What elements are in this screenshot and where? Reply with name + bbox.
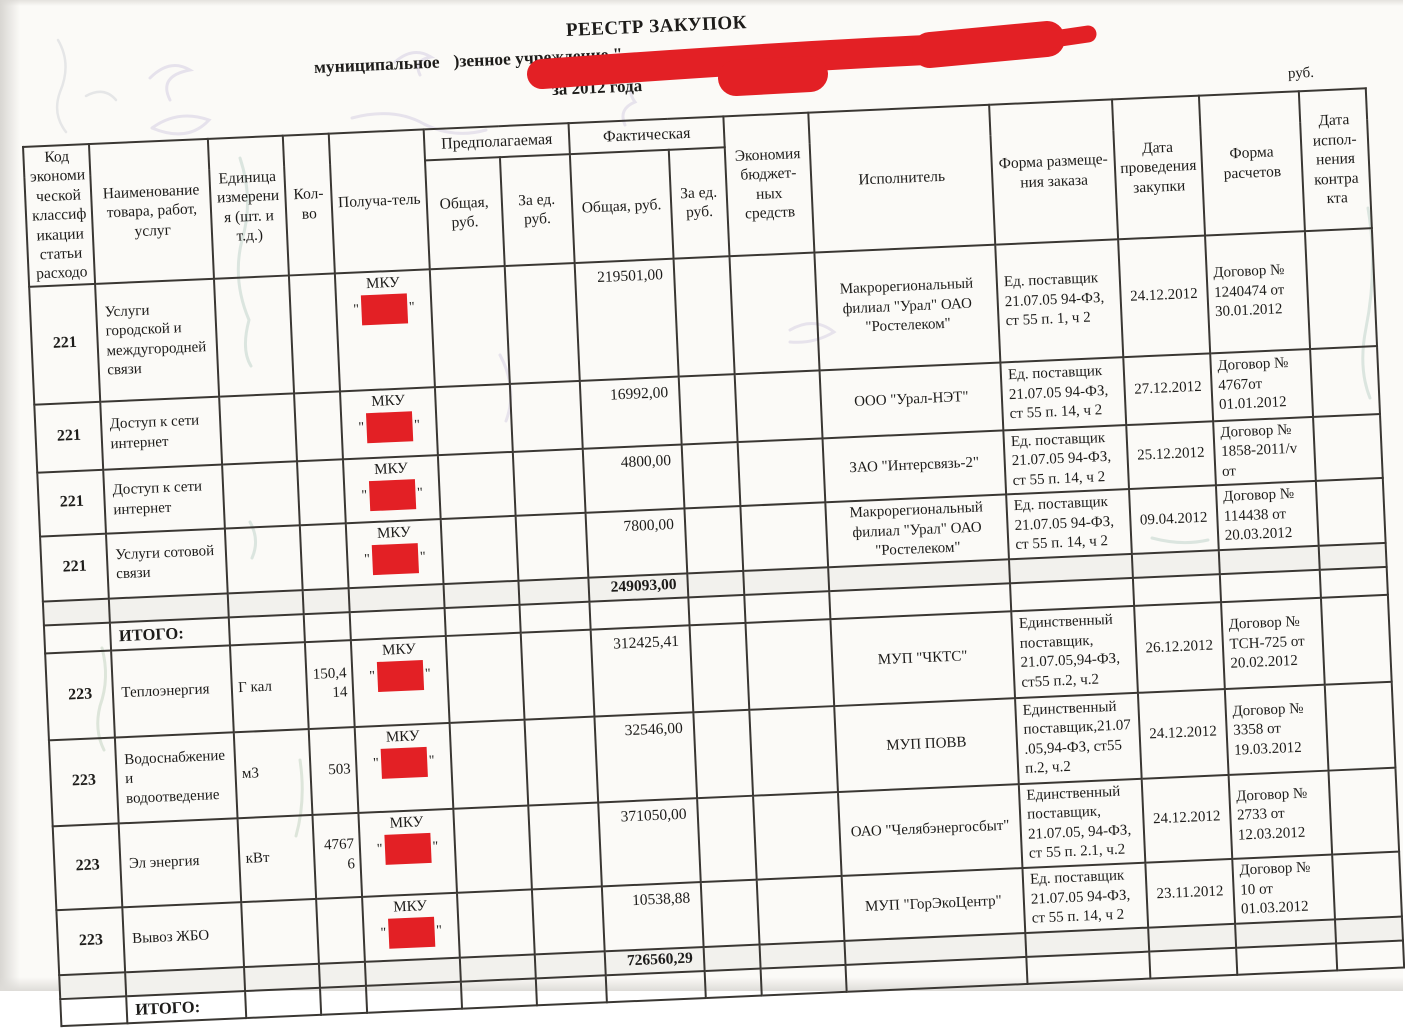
col-header-plan-total: Общая, руб.	[425, 157, 504, 268]
subtitle-left: муниципальное	[313, 51, 440, 77]
receiver-org-type: МКУ	[376, 524, 412, 543]
quote-mark: "	[419, 550, 426, 566]
cell-plan-unit	[524, 716, 598, 805]
cell-fact-unit	[693, 710, 753, 798]
cell-economy	[735, 370, 823, 442]
register-table-body	[29, 228, 1404, 1027]
cell-unit	[228, 590, 304, 617]
cell-plan-total	[461, 978, 537, 1009]
cell-unit	[244, 964, 320, 991]
col-header-order-form: Форма размеще-ния заказа	[989, 99, 1118, 244]
cell-contract-date	[1333, 851, 1402, 919]
cell-name: Услуги сотовой связи	[106, 529, 228, 599]
cell-qty	[297, 459, 346, 525]
cell-contract-date	[1316, 478, 1385, 545]
cell-name: Доступ к сети интернет	[104, 464, 226, 534]
cell-economy	[743, 567, 829, 595]
cell-payment-form: Договор № 2733 от 12.03.2012	[1228, 770, 1332, 858]
cell-plan-unit	[534, 951, 606, 978]
redaction-box	[380, 747, 427, 779]
cell-fact-unit	[700, 879, 759, 946]
quote-mark: "	[435, 923, 443, 939]
cell-qty	[316, 897, 365, 964]
cell-fact-total: 219501,00	[575, 258, 679, 380]
cell-contract-date	[1329, 767, 1399, 854]
cell-executor: ОАО "Челябэнергосбыт"	[838, 784, 1023, 876]
cell-name: Доступ к сети интернет	[101, 396, 223, 469]
redaction-box	[366, 411, 413, 443]
cell-payment-form	[1236, 943, 1338, 975]
cell-fact-unit	[681, 442, 740, 509]
col-header-economy: Экономия бюджет-ных средств	[724, 113, 815, 256]
cell-fact-total: 7800,00	[586, 509, 687, 578]
cell-code	[44, 622, 112, 653]
cell-payment-form	[1219, 570, 1321, 602]
cell-purchase-date: 24.12.2012	[1142, 775, 1232, 863]
quote-mark: "	[380, 925, 387, 942]
col-header-contract-date: Дата испол-нения контра кта	[1299, 88, 1372, 230]
cell-contract-date	[1319, 543, 1387, 570]
cell-fact-unit	[687, 571, 744, 598]
cell-payment-form: Договор № 3358 от 19.03.2012	[1224, 684, 1328, 774]
col-header-fact-unit: За ед. руб.	[669, 148, 730, 259]
cell-qty	[294, 391, 343, 461]
cell-plan-unit	[512, 448, 585, 516]
cell-plan-total	[438, 452, 515, 520]
cell-order-form: Единственный поставщик, 21.07.05,94-ФЗ, ст55 п.2, ч.2	[1011, 606, 1138, 698]
cell-code: 223	[56, 907, 125, 975]
cell-fact-total: 249093,00	[588, 573, 688, 601]
quote-mark: "	[361, 488, 368, 504]
cell-name: Вывоз ЖБО	[123, 902, 245, 972]
group-header-actual: Фактическая	[569, 116, 725, 154]
cell-code: 223	[53, 823, 123, 910]
cell-purchase-date: 24.12.2012	[1118, 235, 1210, 357]
cell-payment-form: Договор № 10 от 01.03.2012	[1232, 854, 1335, 923]
quote-mark: "	[363, 552, 371, 568]
receiver-org-type: МКУ	[392, 897, 428, 916]
redaction-box	[371, 544, 418, 576]
cell-plan-unit	[520, 629, 594, 719]
cell-purchase-date: 24.12.2012	[1138, 689, 1228, 779]
cell-executor: Макрорегиональный филиал "Урал" ОАО "Ростелеком"	[825, 495, 1009, 567]
quote-mark: "	[413, 417, 421, 433]
cell-plan-total	[443, 580, 519, 607]
cell-contract-date	[1320, 567, 1388, 598]
cell-name: ИТОГО:	[110, 617, 230, 650]
col-header-purchase-date: Дата проведения закупки	[1112, 96, 1205, 239]
col-header-fact-total: Общая, руб.	[570, 150, 673, 263]
cell-unit: кВт	[238, 815, 316, 902]
cell-name: Эл энергия	[119, 818, 241, 907]
cell-payment-form: Договор № 4767от 01.01.2012	[1210, 349, 1314, 421]
cell-executor: МУП "ГорЭкоЦентр"	[841, 868, 1025, 941]
cell-code: 221	[37, 469, 106, 536]
cell-plan-total	[441, 516, 518, 584]
cell-economy	[746, 619, 834, 710]
cell-fact-total: 32546,00	[594, 712, 696, 802]
redaction-box	[376, 660, 423, 692]
cell-receiver	[362, 893, 459, 962]
col-header-unit: Единица измерения (шт. и т.д.)	[208, 136, 289, 279]
cell-order-form: Ед. поставщик 21.07.05 94-ФЗ, ст 55 п. 14, ч 2	[1000, 357, 1126, 430]
cell-code	[60, 996, 128, 1026]
group-header-planned: Предполагаемая	[424, 123, 570, 161]
cell-plan-unit	[528, 802, 602, 889]
receiver-org	[365, 813, 450, 866]
cell-contract-date	[1313, 414, 1382, 481]
cell-payment-form: Договор № ТСН-725 от 20.02.2012	[1221, 598, 1325, 689]
quote-mark: "	[408, 299, 416, 316]
subtitle-right: )зенное учреждение "	[453, 43, 623, 71]
cell-code: 221	[40, 534, 109, 601]
cell-code: 221	[29, 284, 101, 405]
cell-unit: Г кал	[230, 642, 308, 732]
cell-plan-total	[435, 384, 512, 455]
cell-receiver	[335, 269, 435, 391]
quote-mark: "	[424, 666, 432, 682]
cell-receiver	[346, 519, 443, 588]
receiver-org-type: МКУ	[370, 392, 406, 410]
cell-unit	[225, 525, 302, 593]
cell-economy	[749, 706, 837, 796]
cell-economy	[741, 502, 828, 570]
redaction-box	[388, 917, 435, 949]
cell-receiver	[359, 809, 457, 897]
cell-fact-unit	[673, 256, 734, 376]
col-header-executor: Исполнитель	[808, 105, 995, 252]
cell-receiver	[355, 723, 453, 813]
cell-purchase-date: 23.11.2012	[1145, 859, 1234, 928]
cell-plan-unit	[535, 975, 607, 1005]
document-title: РЕЕСТР ЗАКУПОК	[565, 12, 748, 41]
cell-economy	[730, 252, 820, 374]
cell-unit	[229, 614, 305, 645]
receiver-org	[357, 640, 442, 693]
cell-unit	[219, 393, 296, 464]
quote-mark: "	[416, 485, 424, 501]
cell-fact-total: 371050,00	[598, 798, 700, 886]
cell-receiver	[366, 982, 462, 1014]
cell-payment-form: Договор № 1240474 от 30.01.2012	[1205, 231, 1311, 353]
receiver-org-type: МКУ	[385, 727, 420, 746]
cell-plan-total	[446, 632, 524, 722]
receiver-org-type: МКУ	[389, 813, 424, 832]
cell-plan-unit	[509, 381, 582, 452]
cell-payment-form: Договор № 1858-2011/v от	[1213, 417, 1316, 486]
cell-purchase-date: 27.12.2012	[1123, 353, 1213, 425]
cell-fact-unit	[689, 623, 749, 712]
cell-fact-unit	[704, 968, 762, 998]
cell-qty: 47676	[312, 813, 362, 899]
redaction-box	[384, 833, 431, 865]
cell-plan-total	[444, 605, 520, 636]
cell-order-form: Ед. поставщик 21.07.05 94-ФЗ, ст 55 п. 14, ч 2	[1006, 489, 1132, 559]
register-table	[22, 87, 1405, 1027]
cell-qty	[304, 612, 352, 642]
quote-mark: "	[369, 669, 376, 685]
cell-qty	[300, 523, 349, 589]
receiver-org	[346, 391, 431, 444]
cell-fact-total	[606, 971, 706, 1003]
cell-qty	[319, 962, 366, 988]
cell-plan-total	[457, 889, 534, 957]
cell-receiver	[351, 636, 449, 727]
cell-unit	[214, 275, 294, 396]
cell-code	[43, 598, 110, 625]
col-header-receiver: Получа-тель	[329, 129, 430, 273]
cell-contract-date	[1325, 682, 1395, 771]
document-period: за 2012 года	[551, 76, 643, 99]
cell-plan-total	[430, 266, 510, 387]
quote-mark: "	[432, 839, 439, 855]
receiver-org-type: МКУ	[381, 641, 417, 659]
cell-name: Теплоэнергия	[112, 645, 235, 737]
cell-contract-date	[1321, 595, 1391, 685]
register-table-wrap	[22, 87, 1405, 1027]
cell-fact-total: 16992,00	[580, 376, 682, 448]
scan-edge-top	[0, 0, 1403, 6]
cell-executor: Макрорегиональный филиал "Урал" ОАО "Ростелеком"	[814, 244, 1000, 370]
cell-qty	[303, 588, 350, 614]
cell-purchase-date: 25.12.2012	[1126, 421, 1215, 489]
cell-qty: 150,414	[305, 640, 355, 729]
cell-purchase-date	[1149, 948, 1237, 979]
cell-unit	[242, 899, 319, 967]
col-header-qty: Кол-во	[283, 134, 335, 276]
receiver-org	[341, 273, 426, 326]
col-header-code: Код экономической классификации статьи расходо	[23, 144, 96, 286]
cell-fact-unit	[684, 506, 743, 573]
col-header-plan-unit: За ед. руб.	[499, 154, 574, 265]
cell-purchase-date: 09.04.2012	[1129, 485, 1218, 553]
cell-order-form	[1026, 952, 1150, 985]
cell-economy	[757, 876, 844, 945]
cell-plan-unit	[531, 886, 604, 954]
cell-code	[59, 972, 126, 999]
cell-unit	[222, 461, 299, 529]
cell-qty	[289, 273, 340, 393]
cell-order-form: Единственный поставщик, 21.07.05, 94-ФЗ, ст 55 п. 2.1, ч.2	[1019, 779, 1145, 868]
cell-fact-unit	[697, 795, 757, 881]
cell-name: ИТОГО:	[127, 991, 247, 1024]
cell-economy	[760, 941, 846, 969]
cell-unit	[245, 988, 321, 1019]
currency-label: руб.	[1287, 64, 1315, 82]
col-header-payment-form: Форма расчетов	[1199, 91, 1306, 235]
cell-plan-total	[453, 805, 531, 892]
cell-fact-unit	[678, 374, 737, 444]
cell-name: Услуги городской и междугородней связи	[96, 278, 220, 401]
cell-contract-date	[1336, 940, 1404, 970]
col-header-name: Наименование товара, работ, услуг	[89, 139, 214, 284]
cell-economy	[753, 792, 841, 880]
receiver-org	[352, 523, 437, 576]
cell-purchase-date: 26.12.2012	[1134, 602, 1224, 693]
cell-executor: ЗАО "Интерсвязь-2"	[822, 430, 1006, 502]
cell-fact-total: 4800,00	[583, 444, 684, 513]
cell-order-form: Ед. поставщик 21.07.05 94-ФЗ, ст 55 п. 14, ч 2	[1023, 862, 1149, 932]
cell-receiver	[340, 387, 438, 459]
cell-payment-form: Договор № 114438 от 20.03.2012	[1216, 481, 1319, 550]
cell-name: Водоснабжение и водоотведение	[115, 732, 238, 823]
cell-order-form: Ед. поставщик 21.07.05 94-ФЗ, ст 55 п. 14, ч 2	[1003, 425, 1129, 495]
redaction-box	[369, 479, 416, 511]
quote-mark: "	[353, 302, 360, 318]
cell-code: 223	[49, 737, 119, 826]
cell-plan-unit	[519, 601, 591, 632]
cell-executor: МУП ПОВВ	[834, 698, 1019, 792]
receiver-org-type: МКУ	[373, 460, 409, 478]
cell-code: 221	[34, 401, 103, 472]
cell-fact-total: 10538,88	[602, 882, 703, 951]
receiver-org	[368, 897, 453, 950]
cell-order-form: Ед. поставщик 21.07.05 94-ФЗ, ст 55 п. 1, ч 2	[995, 239, 1123, 362]
cell-executor: ООО "Урал-НЭТ"	[819, 362, 1003, 438]
cell-qty	[320, 986, 367, 1015]
receiver-org	[361, 727, 446, 780]
cell-plan-unit	[515, 513, 588, 581]
cell-receiver	[350, 608, 446, 640]
cell-economy	[744, 591, 830, 623]
cell-fact-unit	[688, 595, 746, 625]
redaction-box	[360, 293, 407, 325]
cell-order-form: Единственный поставщик,21.07 .05,94-ФЗ, ст55 п.2, ч.2	[1015, 693, 1142, 784]
cell-contract-date	[1335, 916, 1403, 943]
cell-fact-unit	[703, 944, 760, 971]
cell-economy	[738, 438, 825, 506]
cell-qty: 503	[309, 727, 359, 815]
quote-mark: "	[372, 755, 380, 772]
receiver-org-type: МКУ	[365, 274, 401, 292]
cell-fact-total: 726560,29	[605, 947, 705, 975]
cell-contract-date	[1310, 346, 1379, 417]
cell-executor: МУП "ЧКТС"	[830, 611, 1015, 706]
cell-plan-unit	[518, 577, 590, 604]
cell-fact-total: 312425,41	[591, 625, 693, 716]
quote-mark: "	[358, 420, 365, 436]
cell-fact-total	[589, 597, 689, 629]
cell-economy	[761, 965, 847, 996]
quote-mark: "	[428, 753, 435, 769]
cell-contract-date	[1305, 228, 1377, 349]
quote-mark: "	[376, 841, 383, 858]
cell-plan-unit	[504, 263, 580, 384]
cell-plan-total	[450, 719, 528, 808]
cell-unit: м3	[234, 729, 312, 818]
cell-purchase-date	[1133, 574, 1221, 606]
receiver-org	[349, 459, 434, 512]
cell-receiver	[343, 455, 440, 524]
cell-code: 223	[45, 650, 115, 740]
document-subtitle	[314, 44, 623, 78]
cell-plan-total	[460, 954, 536, 981]
scan-edge-left	[0, 0, 20, 991]
